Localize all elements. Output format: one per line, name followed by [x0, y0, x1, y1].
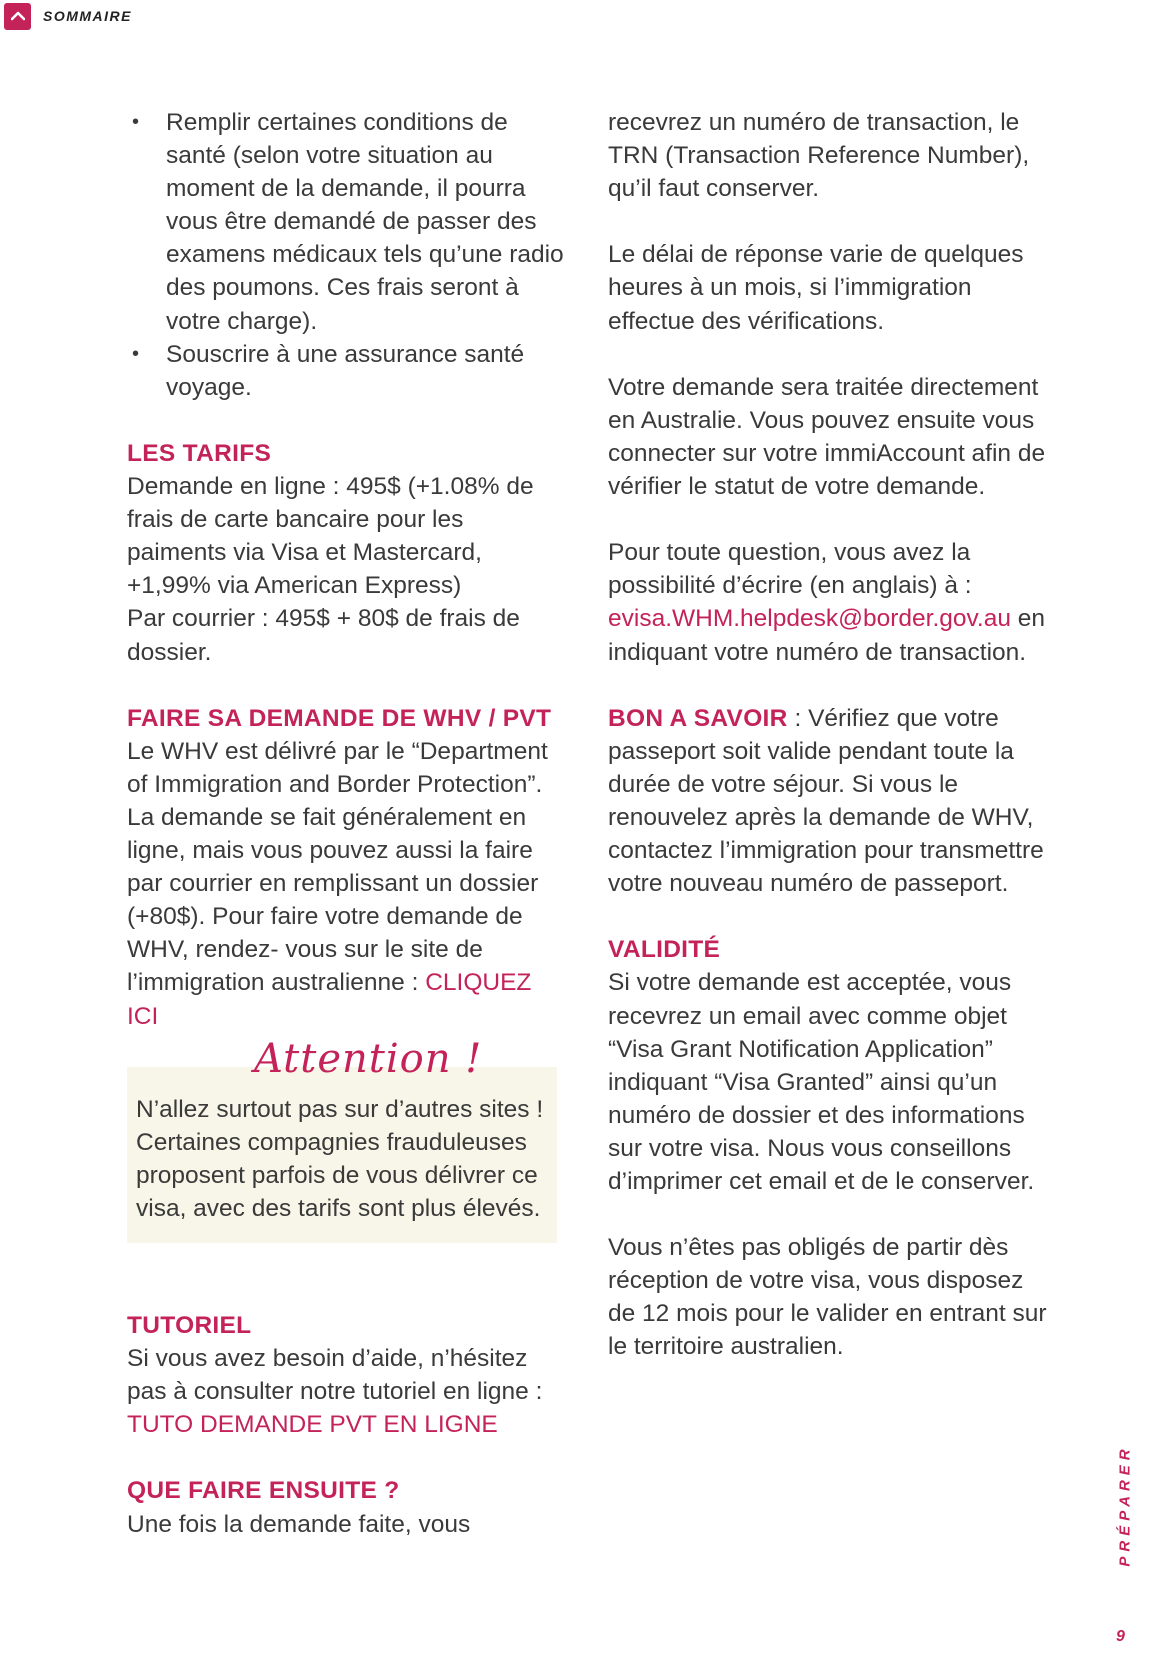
delai-paragraph: Le délai de réponse varie de quelques heures à un mois, si l’immigration effectue des vérifications. [608, 241, 1024, 335]
list-item: • Remplir certaines conditions de santé (selon votre situation au moment de la demande, il pourra vous être demandé de passer des examens médicaux tels qu’une radio des poumons. Ces frais seront à votre charge). [127, 106, 567, 338]
requirements-list [127, 106, 567, 404]
contact-paragraph [608, 536, 1048, 668]
validite-heading: VALIDITÉ [608, 936, 721, 964]
home-button[interactable] [4, 3, 31, 30]
chevron-up-icon [11, 11, 25, 21]
right-column [608, 106, 1048, 1364]
bon-a-savoir-text: : Vérifiez que votre passeport soit valide pendant toute la durée de votre séjour. Si vous le renouvelez après la demande de WHV, contactez l’immigration pour transmettre votre nouveau numéro de passeport. [608, 704, 1044, 898]
contact-intro: Pour toute question, vous avez la possibilité d’écrire (en anglais) à : [608, 539, 972, 600]
ensuite-text: Une fois la demande faite, vous [127, 1510, 471, 1538]
bon-a-savoir-label: BON A SAVOIR [608, 704, 788, 732]
delai-validation-paragraph: Vous n’êtes pas obligés de partir dès réception de votre visa, vous disposez de 12 mois pour le valider en entrant sur le territoire australien. [608, 1234, 1047, 1361]
sommaire-label: SOMMAIRE [43, 8, 132, 24]
tuto-link[interactable]: TUTO DEMANDE PVT EN LIGNE [127, 1411, 498, 1439]
bon-a-savoir-paragraph [608, 702, 1048, 901]
tutoriel-text: Si vous avez besoin d’aide, n’hésitez pas à consulter notre tutoriel en ligne : [127, 1345, 543, 1406]
section-tab [1110, 1445, 1140, 1565]
validite-text: Si votre demande est acceptée, vous recevrez un email avec comme objet “Visa Grant Notification Application” indiquant “Visa Granted” ainsi qu’un numéro de dossier et des informations sur votre visa. Nous vous conseillons d’imprimer cet email et de le conserver. [608, 969, 1035, 1195]
trn-paragraph: recevrez un numéro de transaction, le TRN (Transaction Reference Number), qu’il faut conserver. [608, 109, 1030, 203]
page-number: 9 [1116, 1628, 1125, 1645]
tutoriel-heading: TUTORIEL [127, 1312, 252, 1339]
demande-heading: FAIRE SA DEMANDE DE WHV / PVT [127, 704, 552, 732]
demande-text [127, 735, 567, 1033]
sommaire-link[interactable] [4, 2, 132, 30]
section-tab-label: PRÉPARER [1116, 1443, 1134, 1567]
tarifs-online-text: Demande en ligne : 495$ (+1.08% de frais de carte bancaire pour les paiments via Visa et Mastercard, +1,99% via American Express) [127, 473, 534, 600]
ensuite-heading: QUE FAIRE ENSUITE ? [127, 1477, 400, 1505]
attention-note [127, 1035, 567, 1243]
cliquez-ici-link[interactable]: CLIQUEZ ICI [127, 969, 532, 1030]
list-item: • Souscrire à une assurance santé voyage. [127, 338, 567, 404]
tarifs-heading: LES TARIFS [127, 439, 272, 467]
attention-box [127, 1067, 557, 1243]
tarifs-mail-text: Par courrier : 495$ + 80$ de frais de dossier. [127, 605, 520, 666]
traitement-paragraph: Votre demande sera traitée directement en Australie. Vous pouvez ensuite vous connecter sur votre immiAccount afin de vérifier le statut de votre demande. [608, 373, 1046, 501]
contact-outro: en indiquant votre numéro de transaction. [608, 605, 1046, 666]
attention-text: N’allez surtout pas sur d’autres sites ! Certaines compagnies frauduleuses proposent parfois de vous délivrer ce visa, avec des tarifs sont plus élevés. [136, 1095, 544, 1222]
left-column [127, 106, 567, 1541]
demande-body: Le WHV est délivré par le “Department of Immigration and Border Protection”. La demande se fait généralement en ligne, mais vous pouvez aussi la faire par courrier en remplissant un dossier (+80$). Pour faire votre demande de WHV, rendez- vous sur le site de l’immigration australienne : [127, 737, 548, 997]
attention-title: Attention ! [254, 1035, 483, 1082]
helpdesk-email-link[interactable]: evisa.WHM.helpdesk@border.gov.au [608, 605, 1011, 633]
